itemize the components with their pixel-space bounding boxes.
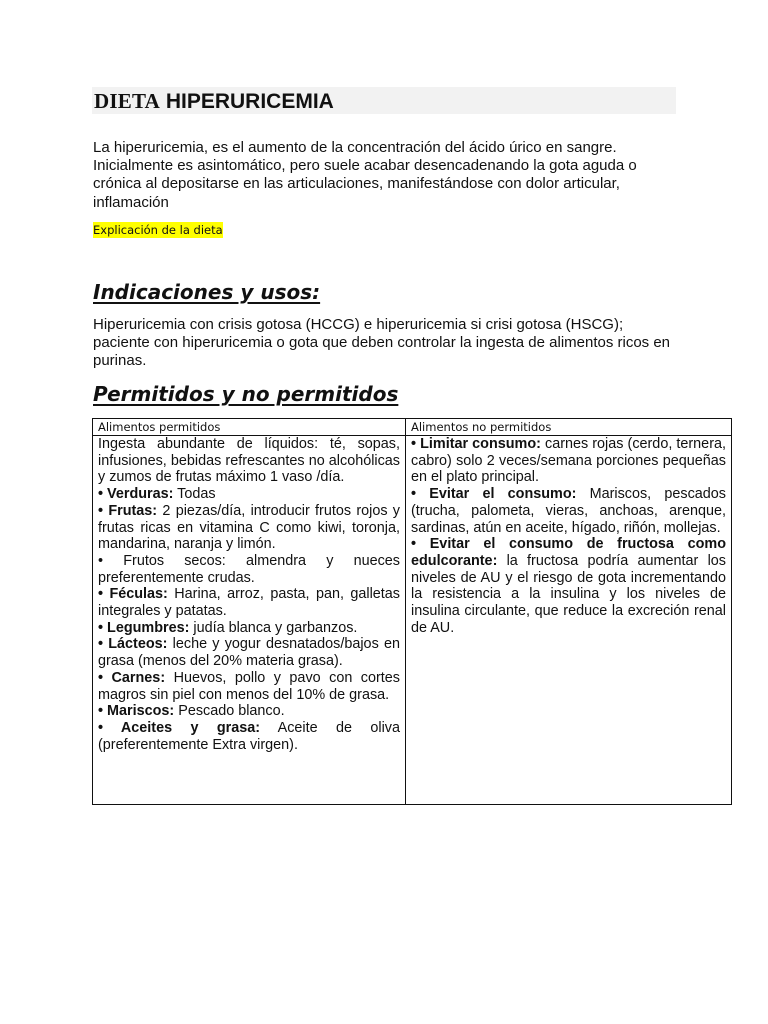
- allowed-item: • Frutos secos: almendra y nueces preferentemente crudas.: [98, 552, 400, 586]
- title-word-dieta: DIETA: [94, 89, 160, 113]
- allowed-item: • Frutas: 2 piezas/día, introducir frutos rojos y frutas ricas en vitamina C como kiwi, toronja, mandarina, naranja y limón.: [98, 502, 401, 553]
- title-word-hiperuricemia: HIPERURICEMIA: [165, 90, 334, 113]
- heading-indicaciones: Indicaciones y usos:: [93, 280, 321, 304]
- allowed-item: • Aceites y grasa: Aceite de oliva (preferentemente Extra virgen).: [98, 719, 400, 753]
- allowed-item: Ingesta abundante de líquidos: té, sopas, infusiones, bebidas refrescantes no alcohólicas y zumos de frutas máximo 1 vaso /día.: [98, 436, 400, 486]
- not-allowed-item: • Evitar el consumo: Mariscos, pescados (trucha, palometa, vieras, anchoas, arenque, sardinas, atún en aceite, hígado, riñón, mollejas.: [411, 486, 726, 536]
- header-allowed: Alimentos permitidos: [93, 419, 406, 436]
- food-table: [92, 418, 732, 805]
- allowed-item: • Legumbres: judía blanca y garbanzos.: [98, 619, 358, 636]
- highlighted-text: Explicación de la dieta: [93, 223, 223, 237]
- allowed-item: • Verduras: Todas: [98, 486, 216, 503]
- intro-paragraph: La hiperuricemia, es el aumento de la concentración del ácido úrico en sangre. Inicialmente es asintomático, pero suele acabar desencadenando la gota aguda o crónica al depositarse en las articulaciones, manifestándose con dolor articular, inflamación: [93, 139, 637, 211]
- allowed-cell: [93, 436, 406, 805]
- highlighted-note: [93, 221, 223, 239]
- heading-permitidos: Permitidos y no permitidos: [93, 382, 399, 406]
- table-header-row: [93, 419, 732, 436]
- table-row: [93, 436, 732, 805]
- not-allowed-cell: [406, 436, 732, 805]
- allowed-item: • Féculas: Harina, arroz, pasta, pan, galletas integrales y patatas.: [98, 586, 400, 620]
- not-allowed-item: • Evitar el consumo de fructosa como edulcorante: la fructosa podría aumentar los niveles de AU y el riesgo de gota incrementando la resistencia a la insulina y los niveles de insulina circulante, que reduce la excreción renal de AU.: [411, 536, 726, 636]
- page-title: [94, 88, 334, 115]
- not-allowed-item: • Limitar consumo: carnes rojas (cerdo, ternera, cabro) solo 2 veces/semana porciones pequeñas en el plato principal.: [411, 436, 726, 486]
- allowed-item: • Carnes: Huevos, pollo y pavo con cortes magros sin piel con menos del 10% de grasa.: [98, 669, 400, 703]
- allowed-item: • Mariscos: Pescado blanco.: [98, 703, 285, 720]
- allowed-item: • Lácteos: leche y yogur desnatados/bajos en grasa (menos del 20% materia grasa).: [98, 636, 400, 670]
- header-not-allowed: Alimentos no permitidos: [406, 419, 732, 436]
- uses-paragraph: Hiperuricemia con crisis gotosa (HCCG) e hiperuricemia si crisi gotosa (HSCG); paciente con hiperuricemia o gota que deben controlar la ingesta de alimentos ricos en purinas.: [93, 316, 671, 370]
